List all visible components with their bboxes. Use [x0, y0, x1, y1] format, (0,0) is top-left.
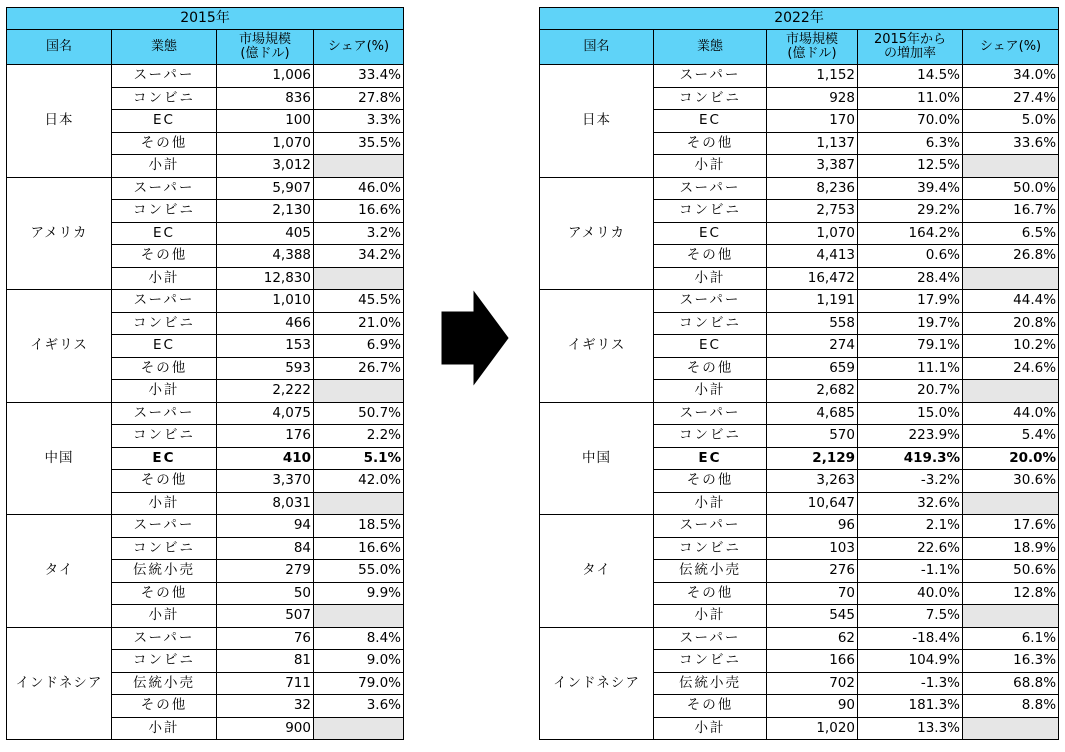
table-row — [7, 177, 404, 200]
share-value: 34.0% — [963, 65, 1059, 88]
size-value: 2,129 — [767, 447, 858, 470]
share-value: 45.5% — [314, 290, 404, 313]
growth-value: 12.5% — [858, 155, 963, 178]
share-value: 3.6% — [314, 695, 404, 718]
growth-value: 181.3% — [858, 695, 963, 718]
share-value: 26.8% — [963, 245, 1059, 268]
size-value: 276 — [767, 560, 858, 583]
table-row — [540, 65, 1059, 88]
size-value: 2,130 — [217, 200, 314, 223]
size-value: 2,222 — [217, 380, 314, 403]
size-value: 2,753 — [767, 200, 858, 223]
business-type: その他 — [654, 695, 767, 718]
size-value: 4,685 — [767, 402, 858, 425]
table-row — [540, 515, 1059, 538]
share-value: 16.7% — [963, 200, 1059, 223]
column-header: シェア(%) — [963, 30, 1059, 65]
size-value: 3,263 — [767, 470, 858, 493]
business-type: 小計 — [654, 155, 767, 178]
growth-value: 7.5% — [858, 605, 963, 628]
size-value: 558 — [767, 312, 858, 335]
business-type: スーパー — [112, 627, 217, 650]
growth-value: 22.6% — [858, 537, 963, 560]
share-value: 8.8% — [963, 695, 1059, 718]
growth-value: 164.2% — [858, 222, 963, 245]
table-row — [540, 290, 1059, 313]
business-type: その他 — [112, 695, 217, 718]
size-value: 16,472 — [767, 267, 858, 290]
country-name: アメリカ — [540, 177, 654, 290]
growth-value: 6.3% — [858, 132, 963, 155]
growth-value: 15.0% — [858, 402, 963, 425]
business-type: コンビニ — [654, 87, 767, 110]
business-type: スーパー — [654, 290, 767, 313]
size-value: 32 — [217, 695, 314, 718]
share-value: 46.0% — [314, 177, 404, 200]
share-value: 24.6% — [963, 357, 1059, 380]
business-type: 小計 — [112, 155, 217, 178]
business-type: その他 — [112, 470, 217, 493]
business-type: 小計 — [112, 267, 217, 290]
business-type: 小計 — [112, 605, 217, 628]
share-value: 5.0% — [963, 110, 1059, 133]
size-value: 1,137 — [767, 132, 858, 155]
share-value: 50.6% — [963, 560, 1059, 583]
size-value: 1,191 — [767, 290, 858, 313]
growth-value: 223.9% — [858, 425, 963, 448]
business-type: EC — [654, 447, 767, 470]
share-value: 5.1% — [314, 447, 404, 470]
size-value: 70 — [767, 582, 858, 605]
share-value: 50.0% — [963, 177, 1059, 200]
business-type: EC — [654, 110, 767, 133]
column-header: 市場規模 (億ドル) — [217, 30, 314, 65]
size-value: 84 — [217, 537, 314, 560]
growth-value: -1.3% — [858, 672, 963, 695]
growth-value: 39.4% — [858, 177, 963, 200]
business-type: 小計 — [654, 492, 767, 515]
size-value: 466 — [217, 312, 314, 335]
size-value: 12,830 — [217, 267, 314, 290]
share-value: 42.0% — [314, 470, 404, 493]
size-value: 3,387 — [767, 155, 858, 178]
business-type: コンビニ — [112, 312, 217, 335]
growth-value: -1.1% — [858, 560, 963, 583]
business-type: コンビニ — [654, 425, 767, 448]
country-name: タイ — [7, 515, 112, 628]
growth-value: 13.3% — [858, 717, 963, 740]
size-value: 50 — [217, 582, 314, 605]
table-row — [540, 627, 1059, 650]
growth-value: 28.4% — [858, 267, 963, 290]
share-value: 50.7% — [314, 402, 404, 425]
growth-value: -18.4% — [858, 627, 963, 650]
business-type: コンビニ — [654, 312, 767, 335]
share-value: 3.3% — [314, 110, 404, 133]
business-type: その他 — [112, 245, 217, 268]
share-value: 5.4% — [963, 425, 1059, 448]
business-type: コンビニ — [112, 87, 217, 110]
table-row — [7, 290, 404, 313]
size-value: 507 — [217, 605, 314, 628]
table-row — [540, 177, 1059, 200]
share-value: 27.8% — [314, 87, 404, 110]
growth-value: 32.6% — [858, 492, 963, 515]
size-value: 10,647 — [767, 492, 858, 515]
business-type: コンビニ — [654, 200, 767, 223]
size-value: 405 — [217, 222, 314, 245]
business-type: その他 — [654, 470, 767, 493]
business-type: 小計 — [654, 605, 767, 628]
business-type: スーパー — [112, 290, 217, 313]
business-type: 小計 — [654, 717, 767, 740]
share-value — [963, 155, 1059, 178]
size-value: 545 — [767, 605, 858, 628]
column-header: 業態 — [112, 30, 217, 65]
table-row — [540, 402, 1059, 425]
size-value: 3,012 — [217, 155, 314, 178]
growth-value: 20.7% — [858, 380, 963, 403]
growth-value: 14.5% — [858, 65, 963, 88]
column-header: 業態 — [654, 30, 767, 65]
share-value: 6.9% — [314, 335, 404, 358]
size-value: 711 — [217, 672, 314, 695]
business-type: EC — [112, 222, 217, 245]
business-type: スーパー — [112, 515, 217, 538]
table-row — [7, 627, 404, 650]
size-value: 3,370 — [217, 470, 314, 493]
share-value: 16.6% — [314, 200, 404, 223]
table-row — [7, 65, 404, 88]
growth-value: 419.3% — [858, 447, 963, 470]
share-value: 9.0% — [314, 650, 404, 673]
size-value: 5,907 — [217, 177, 314, 200]
share-value: 68.8% — [963, 672, 1059, 695]
table-row — [7, 515, 404, 538]
business-type: EC — [112, 447, 217, 470]
share-value — [963, 380, 1059, 403]
business-type: スーパー — [654, 515, 767, 538]
size-value: 153 — [217, 335, 314, 358]
size-value: 8,031 — [217, 492, 314, 515]
size-value: 570 — [767, 425, 858, 448]
share-value — [963, 717, 1059, 740]
share-value: 26.7% — [314, 357, 404, 380]
share-value: 2.2% — [314, 425, 404, 448]
country-name: アメリカ — [7, 177, 112, 290]
size-value: 76 — [217, 627, 314, 650]
size-value: 836 — [217, 87, 314, 110]
header-row — [7, 30, 404, 65]
size-value: 8,236 — [767, 177, 858, 200]
share-value: 27.4% — [963, 87, 1059, 110]
size-value: 2,682 — [767, 380, 858, 403]
column-header: 国名 — [7, 30, 112, 65]
business-type: スーパー — [112, 177, 217, 200]
business-type: スーパー — [654, 627, 767, 650]
size-value: 274 — [767, 335, 858, 358]
business-type: スーパー — [654, 65, 767, 88]
business-type: その他 — [654, 582, 767, 605]
size-value: 928 — [767, 87, 858, 110]
country-name: 中国 — [7, 402, 112, 515]
business-type: 伝統小売 — [654, 672, 767, 695]
business-type: その他 — [654, 245, 767, 268]
header-row — [540, 30, 1059, 65]
country-name: 日本 — [540, 65, 654, 178]
share-value: 33.4% — [314, 65, 404, 88]
share-value — [314, 605, 404, 628]
growth-value: 79.1% — [858, 335, 963, 358]
business-type: EC — [112, 335, 217, 358]
column-header: 市場規模 (億ドル) — [767, 30, 858, 65]
size-value: 176 — [217, 425, 314, 448]
business-type: EC — [654, 335, 767, 358]
size-value: 1,006 — [217, 65, 314, 88]
share-value: 33.6% — [963, 132, 1059, 155]
share-value: 34.2% — [314, 245, 404, 268]
business-type: コンビニ — [112, 537, 217, 560]
size-value: 659 — [767, 357, 858, 380]
share-value — [314, 492, 404, 515]
growth-value: 11.1% — [858, 357, 963, 380]
share-value — [963, 492, 1059, 515]
size-value: 170 — [767, 110, 858, 133]
share-value: 9.9% — [314, 582, 404, 605]
business-type: 伝統小売 — [654, 560, 767, 583]
business-type: コンビニ — [654, 650, 767, 673]
share-value: 18.9% — [963, 537, 1059, 560]
size-value: 103 — [767, 537, 858, 560]
business-type: スーパー — [654, 177, 767, 200]
growth-value: 17.9% — [858, 290, 963, 313]
growth-value: 2.1% — [858, 515, 963, 538]
business-type: その他 — [112, 582, 217, 605]
business-type: コンビニ — [654, 537, 767, 560]
business-type: 小計 — [112, 717, 217, 740]
size-value: 4,075 — [217, 402, 314, 425]
business-type: 伝統小売 — [112, 560, 217, 583]
business-type: コンビニ — [112, 650, 217, 673]
business-type: 伝統小売 — [112, 672, 217, 695]
size-value: 1,010 — [217, 290, 314, 313]
size-value: 1,070 — [767, 222, 858, 245]
size-value: 1,152 — [767, 65, 858, 88]
share-value: 6.5% — [963, 222, 1059, 245]
size-value: 100 — [217, 110, 314, 133]
share-value: 16.3% — [963, 650, 1059, 673]
size-value: 593 — [217, 357, 314, 380]
share-value: 55.0% — [314, 560, 404, 583]
column-header: 国名 — [540, 30, 654, 65]
share-value: 20.8% — [963, 312, 1059, 335]
business-type: スーパー — [654, 402, 767, 425]
country-name: イギリス — [7, 290, 112, 403]
size-value: 4,413 — [767, 245, 858, 268]
country-name: イギリス — [540, 290, 654, 403]
size-value: 81 — [217, 650, 314, 673]
size-value: 166 — [767, 650, 858, 673]
year-title: 2015年 — [7, 8, 404, 30]
right-arrow-icon — [440, 290, 510, 386]
country-name: 中国 — [540, 402, 654, 515]
business-type: EC — [654, 222, 767, 245]
business-type: その他 — [112, 357, 217, 380]
business-type: 小計 — [112, 380, 217, 403]
share-value: 10.2% — [963, 335, 1059, 358]
table-row — [7, 402, 404, 425]
growth-value: 29.2% — [858, 200, 963, 223]
year-row — [7, 8, 404, 30]
business-type: その他 — [112, 132, 217, 155]
country-name: インドネシア — [7, 627, 112, 740]
share-value — [963, 267, 1059, 290]
size-value: 90 — [767, 695, 858, 718]
size-value: 96 — [767, 515, 858, 538]
share-value: 79.0% — [314, 672, 404, 695]
share-value — [314, 717, 404, 740]
growth-value: 70.0% — [858, 110, 963, 133]
business-type: その他 — [654, 357, 767, 380]
country-name: タイ — [540, 515, 654, 628]
table-2022 — [539, 7, 1059, 740]
share-value — [314, 155, 404, 178]
growth-value: 104.9% — [858, 650, 963, 673]
share-value: 8.4% — [314, 627, 404, 650]
size-value: 410 — [217, 447, 314, 470]
size-value: 94 — [217, 515, 314, 538]
share-value: 3.2% — [314, 222, 404, 245]
share-value: 30.6% — [963, 470, 1059, 493]
growth-value: 0.6% — [858, 245, 963, 268]
size-value: 900 — [217, 717, 314, 740]
share-value: 35.5% — [314, 132, 404, 155]
size-value: 702 — [767, 672, 858, 695]
size-value: 4,388 — [217, 245, 314, 268]
size-value: 279 — [217, 560, 314, 583]
share-value: 12.8% — [963, 582, 1059, 605]
business-type: スーパー — [112, 402, 217, 425]
column-header: 2015年から の増加率 — [858, 30, 963, 65]
business-type: コンビニ — [112, 425, 217, 448]
business-type: 小計 — [654, 380, 767, 403]
table-2015 — [6, 7, 404, 740]
share-value — [963, 605, 1059, 628]
growth-value: 40.0% — [858, 582, 963, 605]
share-value: 18.5% — [314, 515, 404, 538]
country-name: 日本 — [7, 65, 112, 178]
share-value — [314, 267, 404, 290]
share-value — [314, 380, 404, 403]
share-value: 21.0% — [314, 312, 404, 335]
business-type: コンビニ — [112, 200, 217, 223]
size-value: 1,020 — [767, 717, 858, 740]
share-value: 20.0% — [963, 447, 1059, 470]
share-value: 44.0% — [963, 402, 1059, 425]
business-type: スーパー — [112, 65, 217, 88]
share-value: 44.4% — [963, 290, 1059, 313]
growth-value: -3.2% — [858, 470, 963, 493]
growth-value: 11.0% — [858, 87, 963, 110]
growth-value: 19.7% — [858, 312, 963, 335]
size-value: 1,070 — [217, 132, 314, 155]
share-value: 16.6% — [314, 537, 404, 560]
business-type: EC — [112, 110, 217, 133]
column-header: シェア(%) — [314, 30, 404, 65]
country-name: インドネシア — [540, 627, 654, 740]
business-type: 小計 — [654, 267, 767, 290]
share-value: 17.6% — [963, 515, 1059, 538]
share-value: 6.1% — [963, 627, 1059, 650]
business-type: その他 — [654, 132, 767, 155]
business-type: 小計 — [112, 492, 217, 515]
size-value: 62 — [767, 627, 858, 650]
year-title: 2022年 — [540, 8, 1059, 30]
year-row — [540, 8, 1059, 30]
